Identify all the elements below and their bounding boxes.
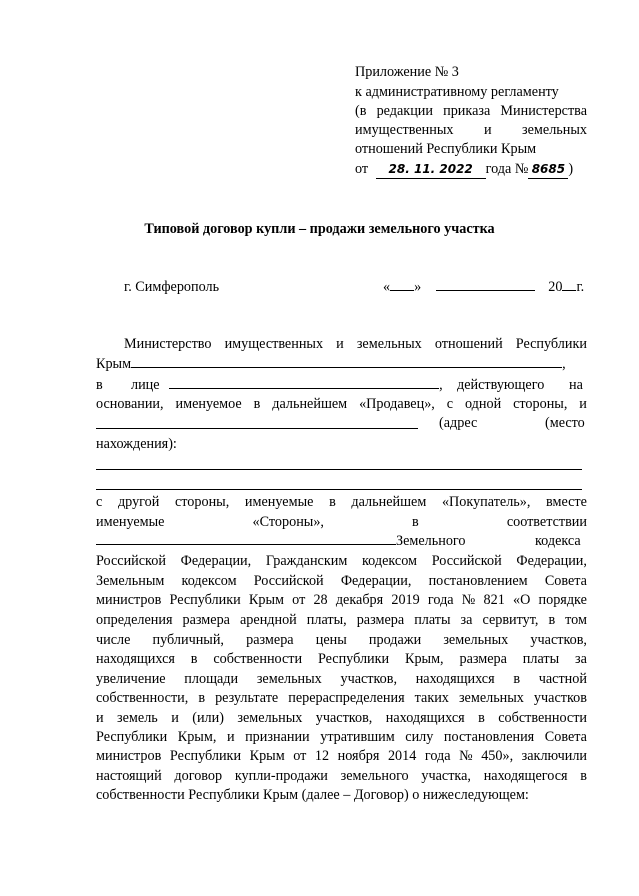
paragraph-line: министров Республики Крым от 28 декабря 2019 года № 821 «О порядке: [96, 592, 587, 608]
appendix-line: (в редакции приказа Министерства: [355, 103, 587, 119]
basis-blank: [96, 533, 396, 545]
handwritten-number: 8685: [528, 161, 568, 179]
year-blank: [562, 279, 576, 291]
paragraph-line: Земельным кодексом Российской Федерации, постановлением Совета: [96, 573, 587, 589]
paragraph-line: Земельного: [96, 533, 465, 550]
contract-date: « » 20 г.: [383, 279, 585, 295]
appendix-date-line: от 28. 11. 2022 года № 8685 ): [355, 161, 574, 177]
day-blank: [390, 279, 414, 291]
month-blank: [436, 279, 535, 291]
handwritten-date: 28. 11. 2022: [376, 161, 486, 179]
paragraph-line: собственности, в результате перераспределения таких земельных участков: [96, 690, 587, 706]
appendix-line: к административному регламенту: [355, 84, 559, 100]
paragraph-line: и земель и (или) земельных участков, находящихся в собственности: [96, 710, 587, 726]
appendix-line: отношений Республики Крым: [355, 141, 537, 157]
paragraph-line: основании, именуемое в дальнейшем «Продавец», с одной стороны, и: [96, 396, 587, 412]
appendix-title: Приложение № 3: [355, 64, 459, 80]
representative-blank: [169, 377, 439, 389]
paragraph-line: определения размера арендной платы, размера платы за сервитут, в том: [96, 612, 587, 628]
paragraph-line: числе публичный, размера цены продажи земельных участков,: [96, 632, 587, 648]
paragraph-line: Крым ,: [96, 356, 566, 372]
paragraph-line: собственности Республики Крым (далее – Договор) о нижеследующем:: [96, 787, 529, 803]
buyer-name-blank: [96, 428, 418, 429]
paragraph-line: Российской Федерации, Гражданским кодексом Российской Федерации,: [96, 553, 587, 569]
address-blank: [96, 469, 582, 470]
document-title: Типовой договор купли – продажи земельного участка: [144, 221, 495, 237]
paragraph-line: именуемые «Стороны», в соответствии: [96, 514, 587, 530]
address-blank: [96, 489, 582, 490]
paragraph-line: министров Республики Крым от 12 ноября 2014 года № 450», заключили: [96, 748, 587, 764]
seller-name-blank: [131, 356, 562, 368]
paragraph-line: Министерство имущественных и земельных отношений Республики: [124, 336, 587, 352]
appendix-line: имущественных и земельных: [355, 122, 587, 138]
paragraph-line: увеличение площади земельных участков, находящихся в частной: [96, 671, 587, 687]
paragraph-line: настоящий договор купли-продажи земельного участка, находящегося в: [96, 768, 587, 784]
paragraph-line: находящихся в собственности Республики Крым, размера платы за: [96, 651, 587, 667]
paragraph-line: Республики Крым, и признании утратившим силу постановления Совета: [96, 729, 587, 745]
paragraph-line: с другой стороны, именуемые в дальнейшем «Покупатель», вместе: [96, 494, 587, 510]
city: г. Симферополь: [124, 279, 220, 295]
paragraph-line: лице ,: [131, 377, 443, 393]
